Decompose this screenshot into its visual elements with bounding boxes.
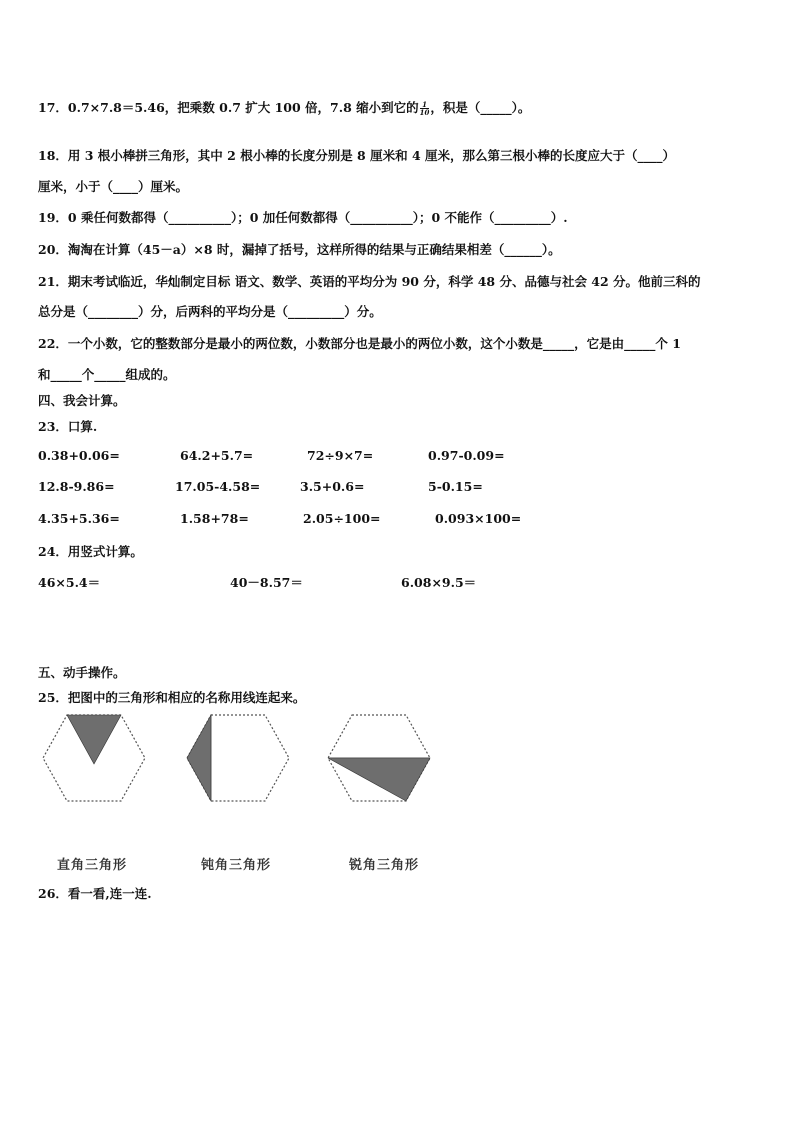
question-21-line2: 总分是（________）分，后两科的平均分是（_________）分。 xyxy=(38,304,382,319)
question-20: 20．淘淘在计算（45－a）×8 时，漏掉了括号，这样所得的结果与正确结果相差（______）。 xyxy=(38,242,561,257)
hexagon-figure-acute-triangle xyxy=(325,712,433,804)
question-22-line2: 和_____个_____组成的。 xyxy=(38,367,176,382)
caption-right-triangle: 直角三角形 xyxy=(57,858,128,873)
shaded-triangle xyxy=(328,758,430,801)
shaded-triangle xyxy=(67,715,121,764)
calc-cell: 5-0.15= xyxy=(428,479,483,494)
fraction-numerator: 1 xyxy=(420,101,430,109)
question-17 xyxy=(38,98,530,116)
q17-text-part1: 17．0.7×7.8＝5.46，把乘数 0.7 扩大 100 倍，7.8 缩小到它的 xyxy=(38,100,419,115)
calc-cell: 2.05÷100= xyxy=(303,511,381,526)
calc-cell: 3.5+0.6= xyxy=(300,479,365,494)
calc-cell: 12.8-9.86= xyxy=(38,479,115,494)
calc-cell: 17.05-4.58= xyxy=(175,479,261,494)
hexagon-figure-obtuse-triangle xyxy=(184,712,292,804)
question-22-line1: 22．一个小数，它的整数部分是最小的两位数，小数部分也是最小的两位小数，这个小数是_____，它是由_____个 1 xyxy=(38,336,681,351)
caption-acute-triangle: 锐角三角形 xyxy=(349,858,420,873)
calc-cell: 4.35+5.36= xyxy=(38,511,120,526)
fraction-denominator: 10 xyxy=(419,108,430,117)
question-25-title: 25．把图中的三角形和相应的名称用线连起来。 xyxy=(38,690,306,705)
hexagon-figure-right-triangle xyxy=(40,712,148,804)
calc-cell: 1.58+78= xyxy=(180,511,249,526)
question-19: 19．0 乘任何数都得（__________）；0 加任何数都得（__________）；0 不能作（_________）. xyxy=(38,210,568,225)
vertical-calc-item: 40－8.57＝ xyxy=(230,575,303,590)
question-18-line2: 厘米，小于（____）厘米。 xyxy=(38,179,189,194)
question-23-title: 23．口算. xyxy=(38,419,98,434)
vertical-calc-item: 6.08×9.5＝ xyxy=(401,575,477,590)
question-18-line1: 18．用 3 根小棒拼三角形，其中 2 根小棒的长度分别是 8 厘米和 4 厘米，那么第三根小棒的长度应大于（____） xyxy=(38,148,676,163)
question-26-title: 26．看一看,连一连. xyxy=(38,886,152,901)
calc-cell: 64.2+5.7= xyxy=(180,448,254,463)
calc-cell: 0.97-0.09= xyxy=(428,448,505,463)
vertical-calc-item: 46×5.4＝ xyxy=(38,575,101,590)
q17-text-part2: ，积是（_____）。 xyxy=(430,100,531,115)
shaded-triangle xyxy=(187,715,211,801)
calc-cell: 0.093×100= xyxy=(435,511,522,526)
calc-cell: 0.38+0.06= xyxy=(38,448,120,463)
question-21-line1: 21．期末考试临近，华灿制定目标 语文、数学、英语的平均分为 90 分，科学 48 分、品德与社会 42 分。他前三科的 xyxy=(38,274,701,289)
calc-cell: 72÷9×7= xyxy=(307,448,374,463)
section-heading-4: 四、我会计算。 xyxy=(38,393,126,408)
fraction-one-tenth xyxy=(420,101,430,116)
caption-obtuse-triangle: 钝角三角形 xyxy=(201,858,272,873)
section-heading-5: 五、动手操作。 xyxy=(38,665,126,680)
question-24-title: 24．用竖式计算。 xyxy=(38,544,143,559)
